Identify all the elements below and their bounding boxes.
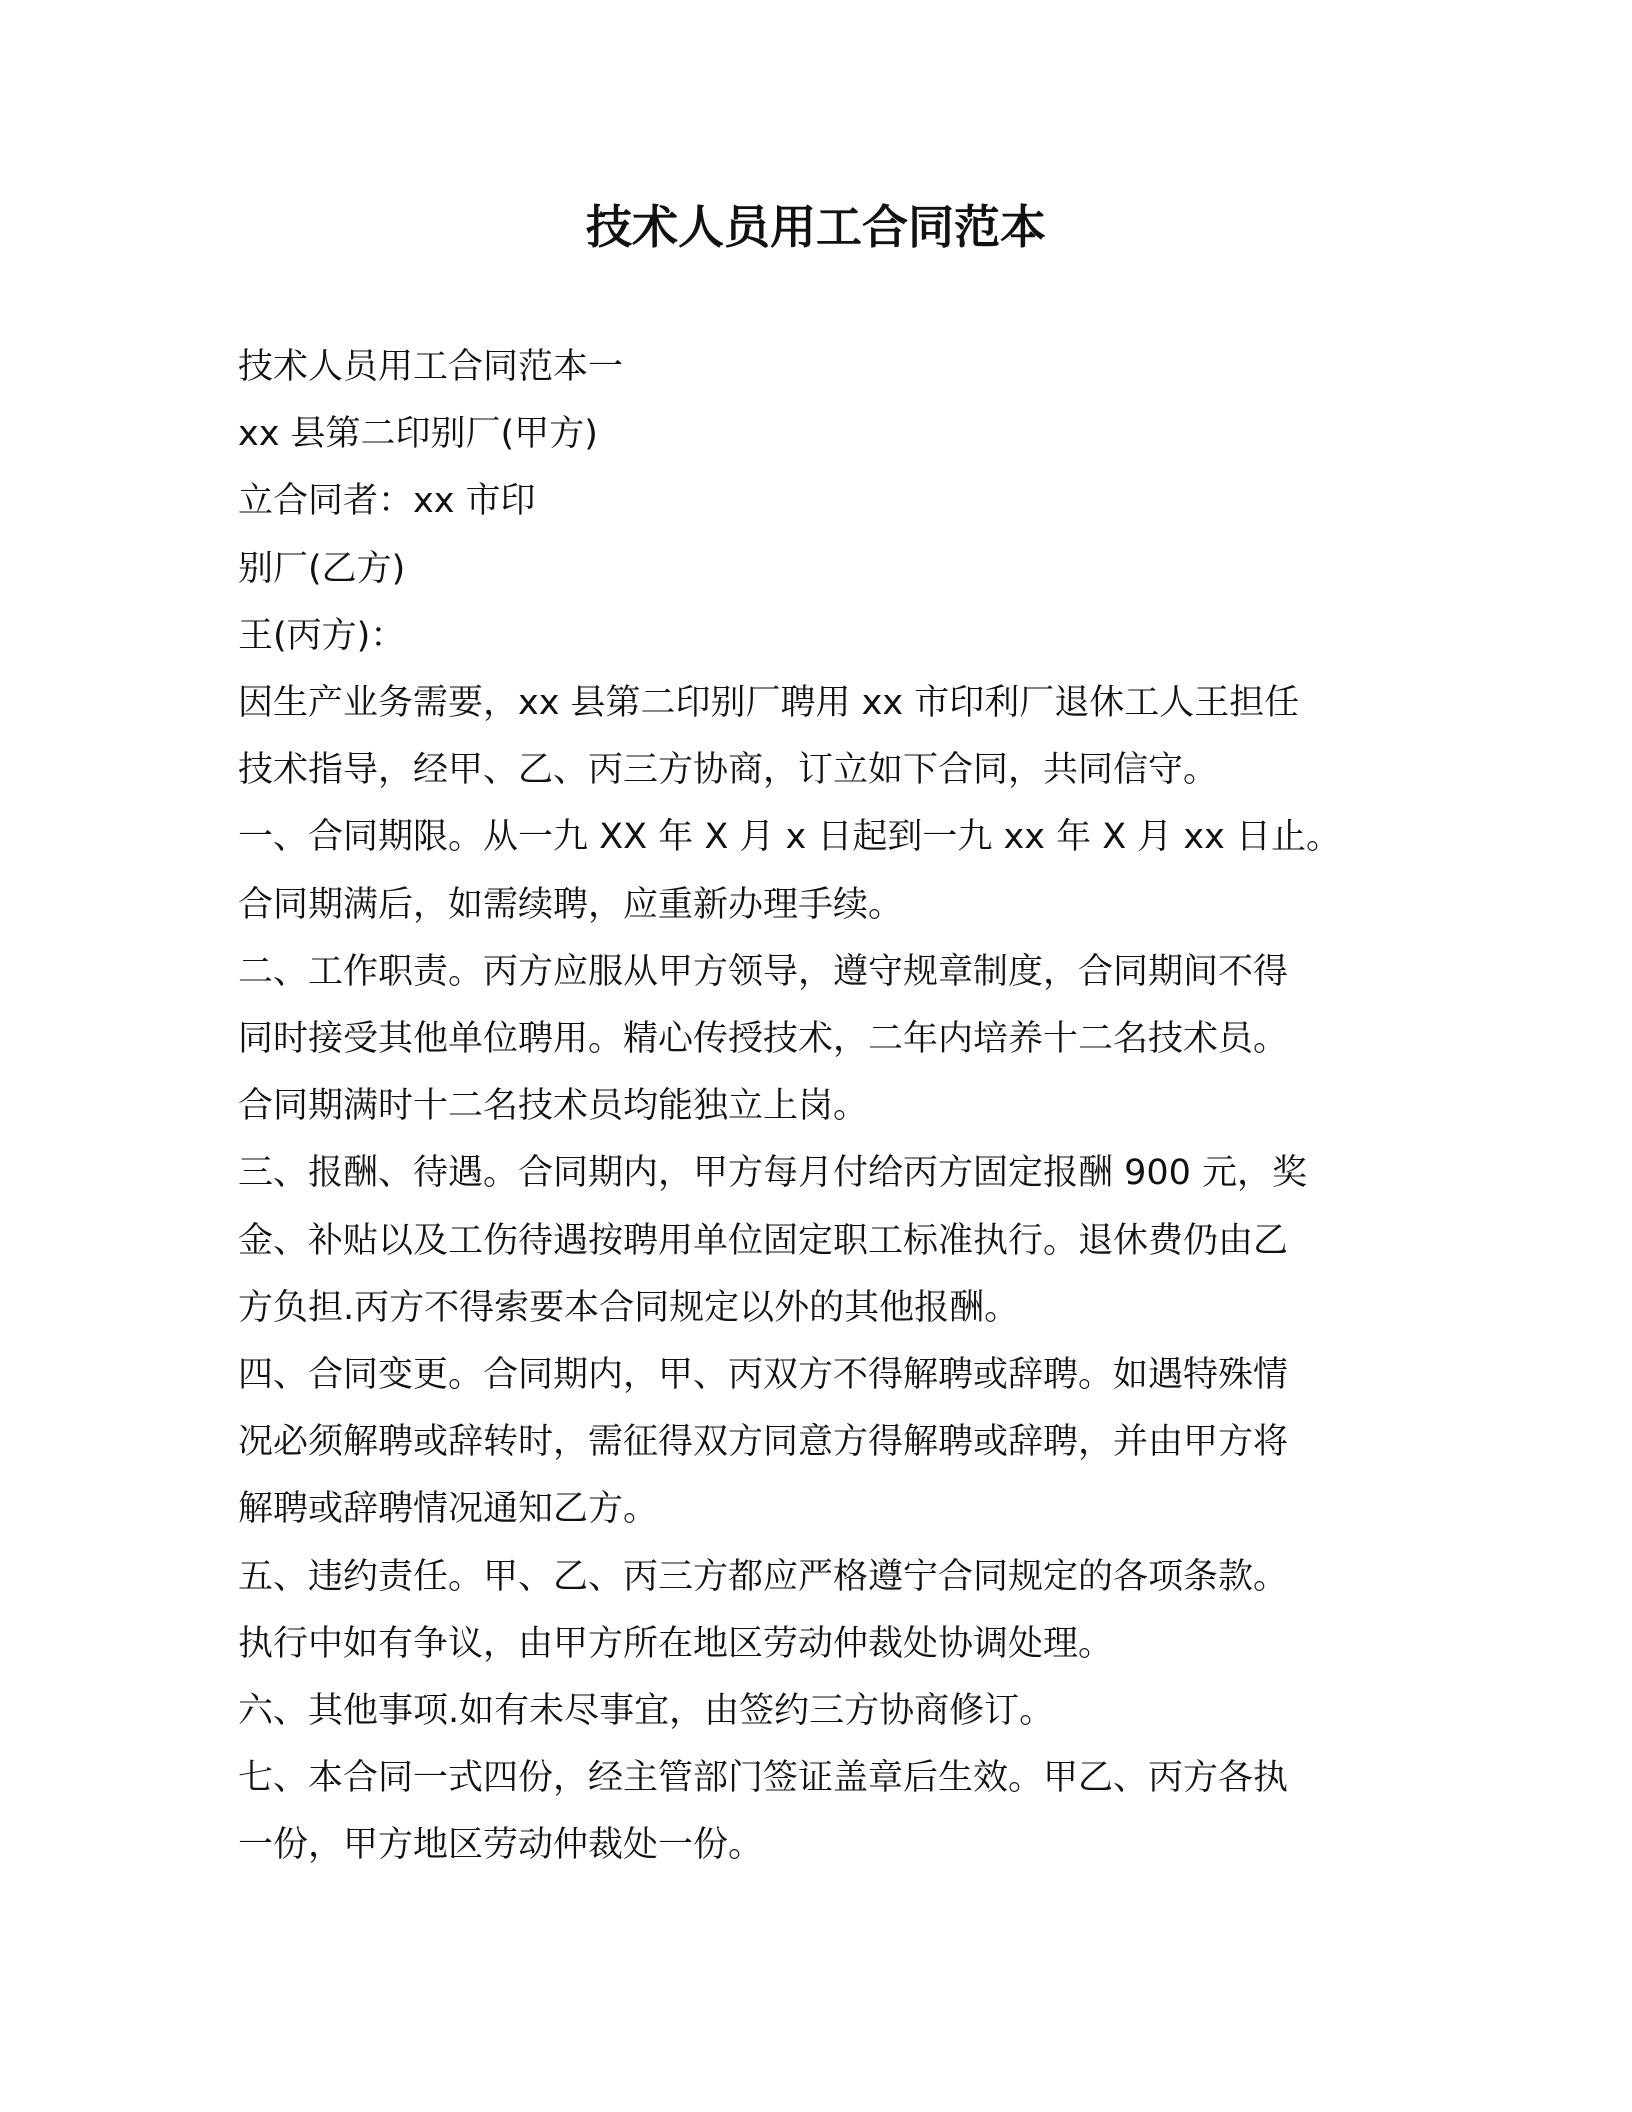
text-line: 合同期满时十二名技术员均能独立上岗。 xyxy=(238,1086,869,1127)
text-line: 况必须解聘或辞转时，需征得双方同意方得解聘或辞聘，并由甲方将 xyxy=(238,1422,1289,1463)
text-line: 解聘或辞聘情况通知乙方。 xyxy=(238,1489,659,1530)
text-line: 三、报酬、待遇。合同期内，甲方每月付给丙方固定报酬 900 元，奖 xyxy=(238,1153,1308,1194)
document-body xyxy=(238,334,1388,1880)
text-line: 四、合同变更。合同期内，甲、丙双方不得解聘或辞聘。如遇特殊情 xyxy=(238,1355,1289,1396)
text-line: 七、本合同一式四份，经主管部门签证盖章后生效。甲乙、丙方各执 xyxy=(238,1758,1289,1799)
text-line: 一份，甲方地区劳动仲裁处一份。 xyxy=(238,1825,764,1866)
text-line: 一、合同期限。从一九 XX 年 X 月 x 日起到一九 xx 年 X 月 xx 日止。 xyxy=(238,817,1341,858)
text-line: 同时接受其他单位聘用。精心传授技术，二年内培养十二名技术员。 xyxy=(238,1019,1289,1060)
text-line: 执行中如有争议，由甲方所在地区劳动仲裁处协调处理。 xyxy=(238,1623,1114,1664)
text-line: xx 县第二印别厂(甲方) xyxy=(238,414,598,455)
text-line: 王(丙方)： xyxy=(238,615,406,656)
text-line: 技术指导，经甲、乙、丙三方协商，订立如下合同，共同信守。 xyxy=(238,750,1219,791)
text-line: 六、其他事项.如有未尽事宜，由签约三方协商修订。 xyxy=(238,1691,1055,1732)
text-line: 技术人员用工合同范本一 xyxy=(238,347,624,387)
text-line: 因生产业务需要，xx 县第二印别厂聘用 xx 市印利厂退休工人王担任 xyxy=(238,683,1300,724)
text-line: 合同期满后，如需续聘，应重新办理手续。 xyxy=(238,884,904,925)
text-line: 方负担.丙方不得索要本合同规定以外的其他报酬。 xyxy=(238,1287,1020,1328)
text-line: 金、补贴以及工伤待遇按聘用单位固定职工标准执行。退休费仍由乙 xyxy=(238,1220,1289,1261)
text-line: 别厂(乙方) xyxy=(238,548,406,589)
text-line: 五、违约责任。甲、乙、丙三方都应严格遵宁合同规定的各项条款。 xyxy=(238,1556,1289,1597)
text-line: 二、工作职责。丙方应服从甲方领导，遵守规章制度，合同期间不得 xyxy=(238,951,1289,992)
document-title: 技术人员用工合同范本 xyxy=(586,200,1046,254)
text-line: 立合同者：xx 市印 xyxy=(238,481,536,522)
